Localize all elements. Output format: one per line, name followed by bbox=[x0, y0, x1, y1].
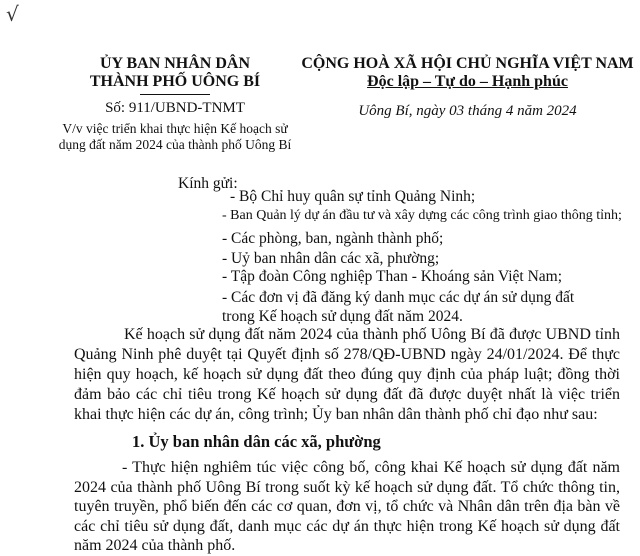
recipient-item: - Các đơn vị đã đăng ký danh mục các dự án sử dụng đất trong Kế hoạch sử dụng đất năm 2024. bbox=[222, 289, 575, 325]
header-divider-left bbox=[140, 94, 210, 95]
issuing-authority-line2: THÀNH PHỐ UÔNG BÍ bbox=[89, 73, 261, 90]
check-mark-icon: √ bbox=[6, 2, 19, 26]
recipients-label: Kính gửi: bbox=[178, 175, 238, 192]
intro-paragraph: Kế hoạch sử dụng đất năm 2024 của thành phố Uông Bí đã được UBND tỉnh Quảng Ninh phê duyệt tại Quyết định số 278/QĐ-UBND ngày 24/01/2024. Để thực hiện quy hoạch, kế hoạch sử dụng đất theo đúng quy định của pháp luật; đồng thời đảm bảo các chỉ tiêu trong Kế hoạch sử dụng đất đã được duyệt nhất là việc triển khai thực hiện các dự án, công trình; Ủy ban nhân dân thành phố chỉ đạo như sau: bbox=[74, 326, 620, 423]
recipient-item: - Uỷ ban nhân dân các xã, phường; bbox=[222, 250, 440, 267]
recipient-item: - Ban Quản lý dự án đầu tư và xây dựng các công trình giao thông tỉnh; bbox=[222, 208, 622, 223]
document-subject: V/v việc triển khai thực hiện Kế hoạch sử dụng đất năm 2024 của thành phố Uông Bí bbox=[58, 121, 292, 152]
recipient-item: - Tập đoàn Công nghiệp Than - Khoáng sản Việt Nam; bbox=[222, 268, 563, 285]
recipient-item: - Các phòng, ban, ngành thành phố; bbox=[222, 230, 444, 247]
date-line: Uông Bí, ngày 03 tháng 4 năm 2024 bbox=[358, 103, 577, 119]
document-number: Số: 911/UBND-TNMT bbox=[105, 100, 245, 116]
national-motto: Độc lập – Tự do – Hạnh phúc bbox=[367, 73, 568, 90]
section-heading: 1. Ủy ban nhân dân các xã, phường bbox=[132, 432, 381, 451]
issuing-authority-line1: ỦY BAN NHÂN DÂN bbox=[99, 55, 251, 72]
national-title: CỘNG HOÀ XÃ HỘI CHỦ NGHĨA VIỆT NAM bbox=[301, 55, 634, 72]
recipient-item: - Bộ Chỉ huy quân sự tỉnh Quảng Ninh; bbox=[230, 188, 476, 205]
section-paragraph: - Thực hiện nghiêm túc việc công bố, công khai Kế hoạch sử dụng đất năm 2024 của thành phố Uông Bí trong suốt kỳ kế hoạch sử dụng đất. Tổ chức thông tin, tuyên truyền, phổ biến đến các cơ quan, đơn vị, tổ chức và Nhân dân trên địa bàn về các chỉ tiêu sử dụng đất, danh mục các dự án thực hiện trong Kế hoạch sử dụng đất năm 2024 của thành phố. bbox=[74, 459, 620, 554]
